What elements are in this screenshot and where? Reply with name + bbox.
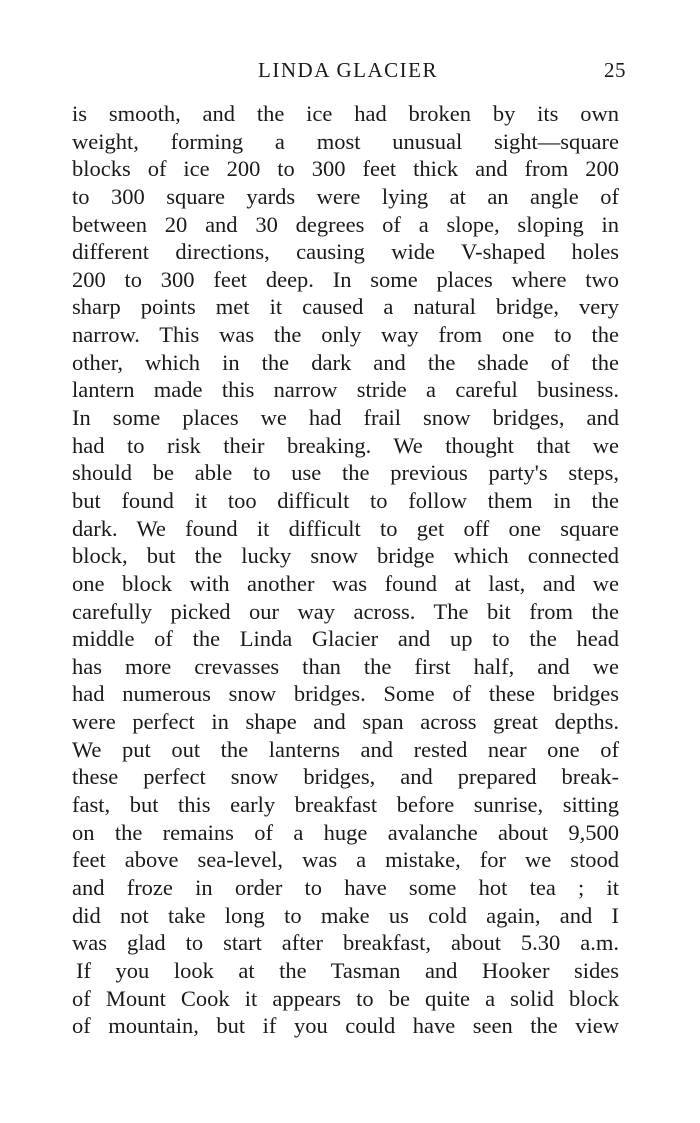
- text-line: dark. We found it difficult to get off one square: [72, 515, 619, 541]
- text-line: lantern made this narrow stride a careful business.: [72, 377, 619, 403]
- text-line: of Mount Cook it appears to be quite a solid block: [72, 985, 619, 1011]
- text-line: sharp points met it caused a natural bridge, very: [72, 294, 619, 320]
- paragraph-end-line: was glad to start after breakfast, about 5.30 a.m.: [72, 930, 619, 956]
- text-line: middle of the Linda Glacier and up to the head: [72, 626, 619, 652]
- text-line: fast, but this early breakfast before sunrise, sitting: [72, 792, 619, 818]
- text-line: weight, forming a most unusual sight—square: [72, 128, 619, 154]
- text-line: of mountain, but if you could have seen the view: [72, 1013, 619, 1039]
- text-line: did not take long to make us cold again, and I: [72, 902, 619, 928]
- text-line: other, which in the dark and the shade of the: [72, 349, 619, 375]
- running-head: [70, 58, 626, 88]
- text-line: has more crevasses than the first half, and we: [72, 653, 619, 679]
- text-line: but found it too difficult to follow them in the: [72, 487, 619, 513]
- text-line: We put out the lanterns and rested near one of: [72, 736, 619, 762]
- paragraph-start-line: If you look at the Tasman and Hooker sides: [76, 957, 619, 983]
- text-line: one block with another was found at last, and we: [72, 570, 619, 596]
- text-line: is smooth, and the ice had broken by its own: [72, 101, 619, 126]
- chapter-title: LINDA GLACIER: [258, 58, 438, 82]
- text-line: different directions, causing wide V-shaped holes: [72, 239, 619, 265]
- text-line: these perfect snow bridges, and prepared break-: [72, 764, 619, 790]
- text-line: on the remains of a huge avalanche about 9,500: [72, 819, 619, 845]
- page-number: 25: [604, 58, 626, 82]
- text-line: had to risk their breaking. We thought that we: [72, 432, 619, 458]
- text-line: block, but the lucky snow bridge which connected: [72, 543, 619, 569]
- text-line: feet above sea-level, was a mistake, for we stood: [72, 847, 619, 873]
- text-line: 200 to 300 feet deep. In some places where two: [72, 266, 619, 292]
- text-line: were perfect in shape and span across great depths.: [72, 709, 619, 735]
- text-line: carefully picked our way across. The bit from the: [72, 598, 619, 624]
- text-line: In some places we had frail snow bridges, and: [72, 405, 619, 431]
- text-line: blocks of ice 200 to 300 feet thick and from 200: [72, 156, 619, 182]
- text-line: between 20 and 30 degrees of a slope, sloping in: [72, 211, 619, 237]
- body-text: [72, 100, 619, 1040]
- text-line: should be able to use the previous party's steps,: [72, 460, 619, 486]
- text-line: had numerous snow bridges. Some of these bridges: [72, 681, 619, 707]
- text-line: narrow. This was the only way from one to the: [72, 322, 619, 348]
- text-line: and froze in order to have some hot tea ; it: [72, 874, 619, 900]
- text-line: to 300 square yards were lying at an angle of: [72, 183, 619, 209]
